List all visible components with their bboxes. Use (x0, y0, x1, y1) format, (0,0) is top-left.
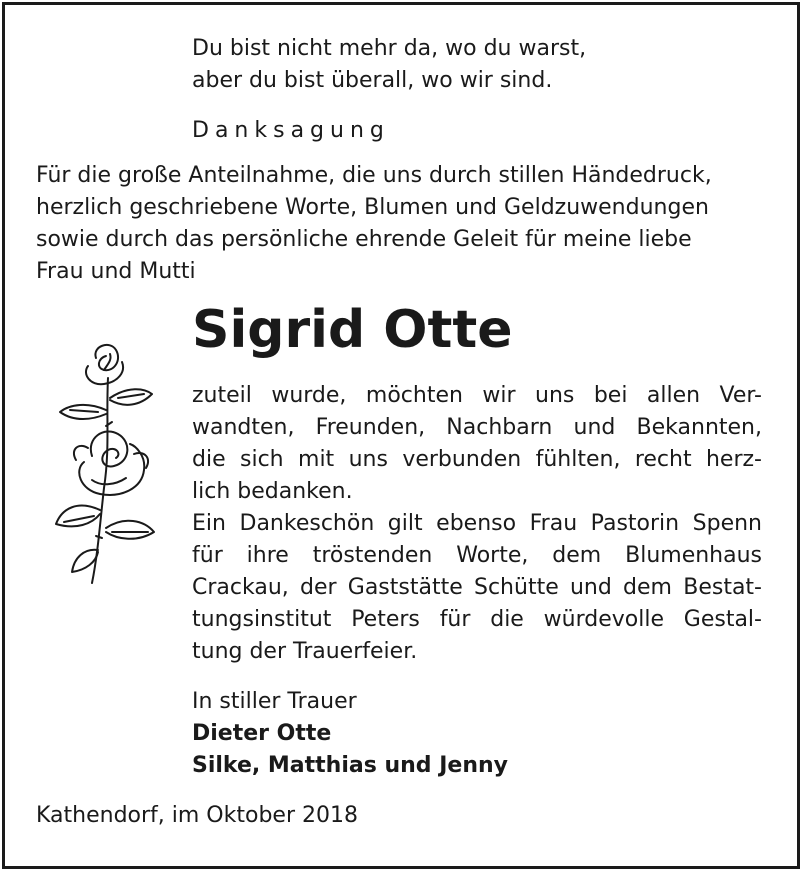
body-line-7: Crackau, der Gaststätte Schütte und dem Bestat- (192, 575, 762, 600)
intro-line-2: herzlich geschriebene Worte, Blumen und Geldzuwendungen (36, 195, 709, 220)
body-line-3: die sich mit uns verbunden fühlten, recht herz- (192, 447, 762, 472)
intro-line-3: sowie durch das persönliche ehrende Geleit für meine liebe (36, 227, 692, 252)
body-text (192, 380, 762, 668)
place-date: Kathendorf, im Oktober 2018 (36, 803, 358, 828)
rose-icon (48, 338, 168, 588)
signature-intro: In stiller Trauer (192, 689, 357, 714)
intro-line-4: Frau und Mutti (36, 259, 196, 284)
body-line-6: für ihre tröstenden Worte, dem Blumenhaus (192, 543, 762, 568)
quote-line-2: aber du bist überall, wo wir sind. (192, 68, 553, 93)
deceased-name: Sigrid Otte (192, 300, 513, 360)
signature-name-2: Silke, Matthias und Jenny (192, 753, 508, 778)
body-line-5: Ein Dankeschön gilt ebenso Frau Pastorin Spenn (192, 511, 762, 536)
quote-line-1: Du bist nicht mehr da, wo du warst, (192, 36, 587, 61)
body-line-2: wandten, Freunden, Nachbarn und Bekannten, (192, 415, 762, 440)
body-line-8: tungsinstitut Peters für die würdevolle Gestal- (192, 607, 762, 632)
signature-name-1: Dieter Otte (192, 721, 332, 746)
heading: Danksagung (192, 118, 390, 143)
body-line-4: lich bedanken. (192, 479, 353, 504)
intro-line-1: Für die große Anteilnahme, die uns durch stillen Händedruck, (36, 163, 712, 188)
body-line-9: tung der Trauerfeier. (192, 639, 418, 664)
body-line-1: zuteil wurde, möchten wir uns bei allen Ver- (192, 383, 762, 408)
